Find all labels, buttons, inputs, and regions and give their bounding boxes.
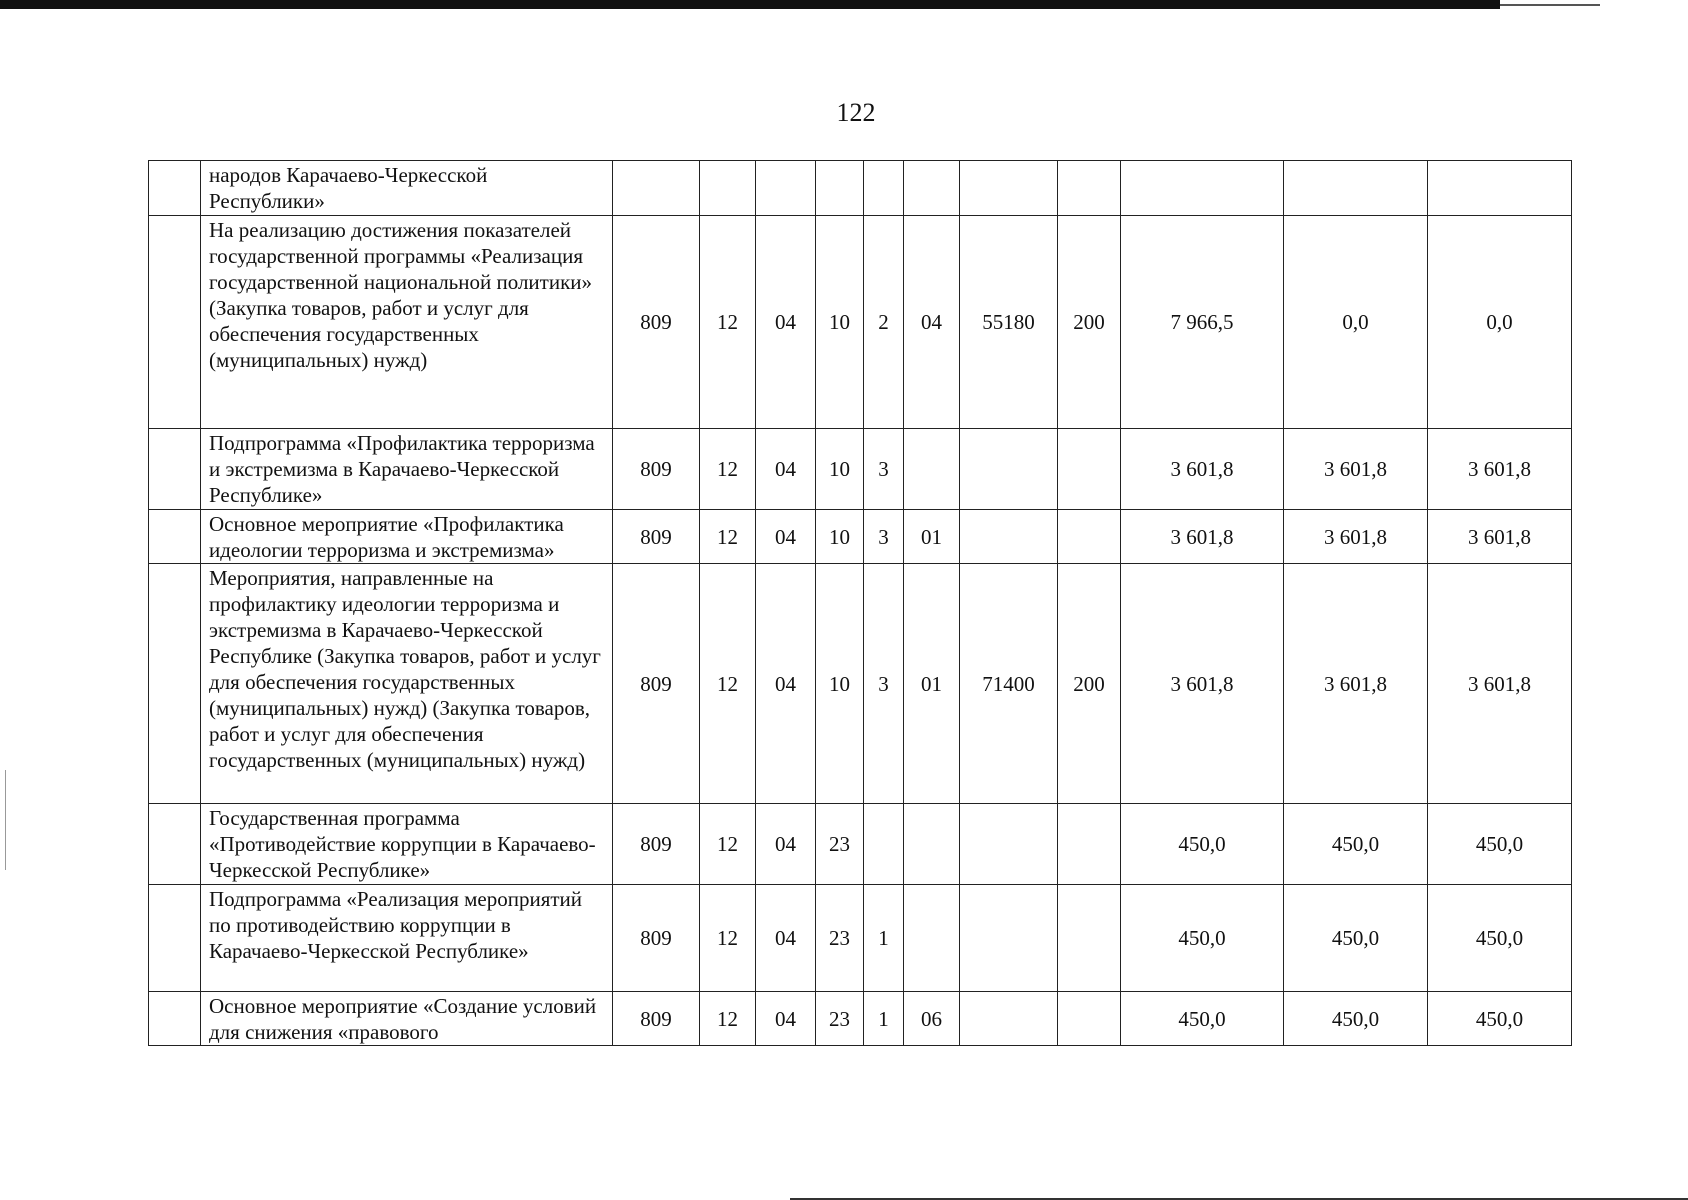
amount-year-2: 450,0	[1284, 885, 1428, 992]
code-expense-type	[1058, 885, 1121, 992]
code-subprogram: 3	[864, 564, 904, 804]
code-subsection: 04	[756, 510, 816, 564]
row-index-cell	[149, 804, 201, 885]
code-subsection: 04	[756, 804, 816, 885]
page-number: 122	[836, 98, 876, 127]
item-name: На реализацию достижения показателей государственной программы «Реализация государственной национальной политики» (Закупка товаров, работ и услуг для обеспечения государственных (муниципальных) нужд)	[201, 216, 613, 429]
code-program: 10	[816, 564, 864, 804]
amount-year-1: 450,0	[1121, 804, 1284, 885]
code-program: 10	[816, 510, 864, 564]
code-admin	[613, 161, 700, 216]
code-direction	[960, 429, 1058, 510]
code-program: 10	[816, 429, 864, 510]
code-admin: 809	[613, 564, 700, 804]
scan-top-border	[0, 0, 1500, 9]
code-direction	[960, 510, 1058, 564]
amount-year-1: 3 601,8	[1121, 510, 1284, 564]
code-section: 12	[700, 804, 756, 885]
item-name: Мероприятия, направленные на профилактику идеологии терроризма и экстремизма в Карачаево-Черкесской Республике (Закупка товаров, работ и услуг для обеспечения государственных (муниципальных) нужд) (Закупка товаров, работ и услуг для обеспечения государственных (муниципальных) нужд)	[201, 564, 613, 804]
table-row	[149, 161, 1572, 216]
table-row	[149, 429, 1572, 510]
code-expense-type: 200	[1058, 216, 1121, 429]
table-row	[149, 885, 1572, 992]
row-index-cell	[149, 992, 201, 1046]
scan-top-border-thin	[1500, 4, 1600, 6]
code-expense-type	[1058, 161, 1121, 216]
code-expense-type: 200	[1058, 564, 1121, 804]
row-index-cell	[149, 564, 201, 804]
item-name: Подпрограмма «Реализация мероприятий по противодействию коррупции в Карачаево-Черкесской Республике»	[201, 885, 613, 992]
amount-year-2: 0,0	[1284, 216, 1428, 429]
code-expense-type	[1058, 510, 1121, 564]
code-section: 12	[700, 992, 756, 1046]
code-subsection: 04	[756, 429, 816, 510]
code-section: 12	[700, 510, 756, 564]
code-subprogram: 1	[864, 885, 904, 992]
code-direction: 55180	[960, 216, 1058, 429]
table-row	[149, 992, 1572, 1046]
code-activity	[904, 804, 960, 885]
code-subprogram: 2	[864, 216, 904, 429]
amount-year-2: 3 601,8	[1284, 510, 1428, 564]
code-direction	[960, 161, 1058, 216]
item-name: Основное мероприятие «Создание условий для снижения «правового	[201, 992, 613, 1046]
code-subprogram: 3	[864, 510, 904, 564]
code-activity: 06	[904, 992, 960, 1046]
code-direction	[960, 885, 1058, 992]
code-program: 23	[816, 804, 864, 885]
amount-year-3: 450,0	[1428, 885, 1572, 992]
amount-year-3: 3 601,8	[1428, 429, 1572, 510]
scan-left-mark	[5, 770, 6, 870]
code-direction	[960, 804, 1058, 885]
amount-year-2: 450,0	[1284, 992, 1428, 1046]
amount-year-1: 450,0	[1121, 885, 1284, 992]
row-index-cell	[149, 429, 201, 510]
amount-year-1: 450,0	[1121, 992, 1284, 1046]
code-subsection: 04	[756, 216, 816, 429]
amount-year-3: 3 601,8	[1428, 510, 1572, 564]
code-activity	[904, 161, 960, 216]
amount-year-1: 3 601,8	[1121, 429, 1284, 510]
code-subsection: 04	[756, 885, 816, 992]
amount-year-3: 0,0	[1428, 216, 1572, 429]
item-name: Подпрограмма «Профилактика терроризма и экстремизма в Карачаево-Черкесской Республике»	[201, 429, 613, 510]
row-index-cell	[149, 885, 201, 992]
code-direction: 71400	[960, 564, 1058, 804]
table-row	[149, 804, 1572, 885]
code-section: 12	[700, 216, 756, 429]
amount-year-3	[1428, 161, 1572, 216]
code-program	[816, 161, 864, 216]
code-section: 12	[700, 429, 756, 510]
code-admin: 809	[613, 216, 700, 429]
code-admin: 809	[613, 992, 700, 1046]
amount-year-3: 450,0	[1428, 804, 1572, 885]
amount-year-1: 3 601,8	[1121, 564, 1284, 804]
code-direction	[960, 992, 1058, 1046]
code-subsection: 04	[756, 564, 816, 804]
code-subsection: 04	[756, 992, 816, 1046]
amount-year-2: 450,0	[1284, 804, 1428, 885]
code-program: 10	[816, 216, 864, 429]
code-subsection	[756, 161, 816, 216]
code-admin: 809	[613, 804, 700, 885]
amount-year-3: 3 601,8	[1428, 564, 1572, 804]
code-subprogram	[864, 804, 904, 885]
row-index-cell	[149, 161, 201, 216]
code-section: 12	[700, 885, 756, 992]
code-activity: 04	[904, 216, 960, 429]
code-activity	[904, 429, 960, 510]
code-activity: 01	[904, 564, 960, 804]
amount-year-3: 450,0	[1428, 992, 1572, 1046]
code-admin: 809	[613, 510, 700, 564]
code-expense-type	[1058, 429, 1121, 510]
code-activity: 01	[904, 510, 960, 564]
item-name: Государственная программа «Противодействие коррупции в Карачаево-Черкесской Республике»	[201, 804, 613, 885]
row-index-cell	[149, 216, 201, 429]
amount-year-1: 7 966,5	[1121, 216, 1284, 429]
amount-year-2: 3 601,8	[1284, 564, 1428, 804]
budget-table	[148, 160, 1572, 1046]
amount-year-1	[1121, 161, 1284, 216]
amount-year-2	[1284, 161, 1428, 216]
item-name: народов Карачаево-Черкесской Республики»	[201, 161, 613, 216]
row-index-cell	[149, 510, 201, 564]
table-row	[149, 564, 1572, 804]
code-section: 12	[700, 564, 756, 804]
code-expense-type	[1058, 992, 1121, 1046]
code-admin: 809	[613, 429, 700, 510]
code-subprogram: 1	[864, 992, 904, 1046]
code-expense-type	[1058, 804, 1121, 885]
code-program: 23	[816, 992, 864, 1046]
table-row	[149, 216, 1572, 429]
amount-year-2: 3 601,8	[1284, 429, 1428, 510]
code-program: 23	[816, 885, 864, 992]
code-admin: 809	[613, 885, 700, 992]
table-row	[149, 510, 1572, 564]
code-activity	[904, 885, 960, 992]
item-name: Основное мероприятие «Профилактика идеологии терроризма и экстремизма»	[201, 510, 613, 564]
code-subprogram: 3	[864, 429, 904, 510]
code-section	[700, 161, 756, 216]
code-subprogram	[864, 161, 904, 216]
